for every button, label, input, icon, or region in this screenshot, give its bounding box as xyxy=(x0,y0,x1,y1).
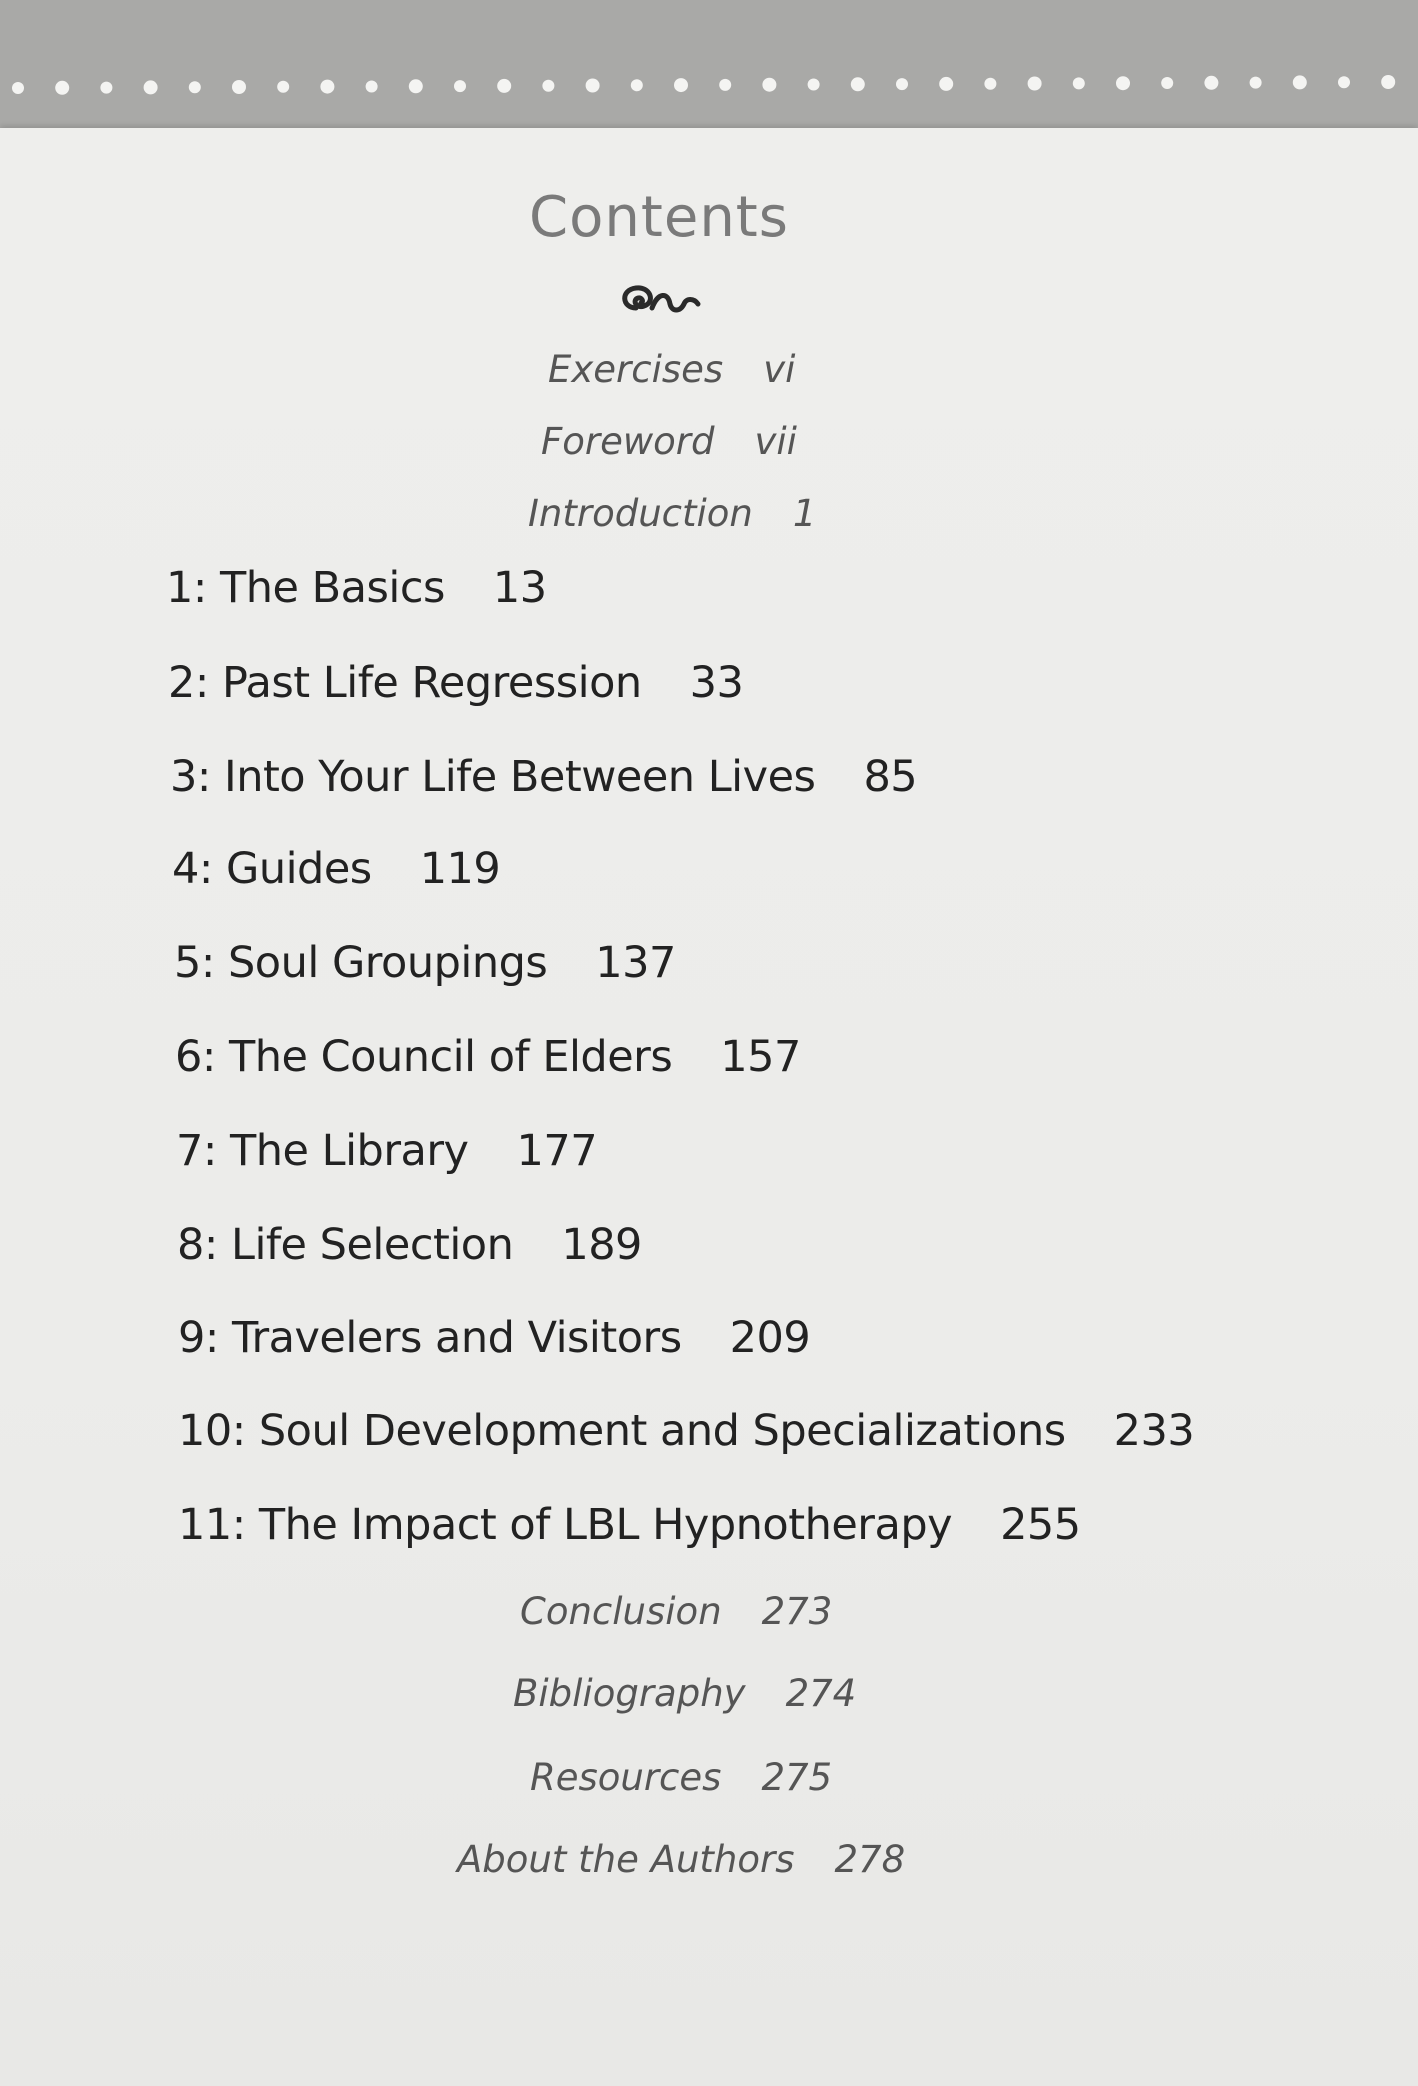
border-dot xyxy=(984,78,996,90)
toc-chapter-9 xyxy=(178,1313,810,1363)
toc-chapter-7 xyxy=(176,1126,597,1176)
toc-entry-page: vi xyxy=(763,348,796,391)
toc-chapter-page: 177 xyxy=(516,1126,598,1176)
toc-chapter-1 xyxy=(166,563,547,613)
toc-chapter-5 xyxy=(174,938,676,988)
toc-entry-bibliography xyxy=(513,1672,856,1715)
border-dot xyxy=(1338,76,1350,88)
border-dot xyxy=(100,82,112,94)
toc-chapter-label: 8: Life Selection xyxy=(177,1220,514,1270)
toc-chapter-label: 6: The Council of Elders xyxy=(175,1032,673,1082)
flourish-ornament-icon xyxy=(614,278,704,324)
toc-chapter-label: 1: The Basics xyxy=(166,563,445,613)
toc-entry-page: vii xyxy=(754,420,797,463)
border-dot xyxy=(320,80,334,94)
toc-chapter-label: 10: Soul Development and Specializations xyxy=(178,1406,1066,1456)
toc-chapter-label: 11: The Impact of LBL Hypnotherapy xyxy=(178,1500,953,1550)
toc-entry-exercises xyxy=(548,348,795,391)
border-dot xyxy=(1161,77,1173,89)
toc-chapter-2 xyxy=(168,658,743,708)
toc-entry-page: 275 xyxy=(761,1756,833,1799)
toc-entry-page: 274 xyxy=(785,1672,857,1715)
toc-entry-label: Foreword xyxy=(541,420,715,463)
border-dot xyxy=(1250,77,1262,89)
toc-chapter-page: 13 xyxy=(492,563,547,613)
toc-chapter-8 xyxy=(177,1220,642,1270)
border-dot xyxy=(1381,75,1395,89)
toc-chapter-label: 7: The Library xyxy=(176,1126,469,1176)
border-dot xyxy=(631,79,643,91)
toc-chapter-page: 119 xyxy=(419,844,501,894)
toc-entry-label: Conclusion xyxy=(520,1590,722,1633)
toc-chapter-10 xyxy=(178,1406,1194,1456)
toc-chapter-label: 2: Past Life Regression xyxy=(168,658,642,708)
toc-chapter-page: 85 xyxy=(863,752,918,802)
border-dot xyxy=(144,80,158,94)
toc-entry-about-the-authors xyxy=(457,1838,905,1881)
toc-chapter-label: 5: Soul Groupings xyxy=(174,938,548,988)
border-dot xyxy=(1028,77,1042,91)
toc-entry-label: Introduction xyxy=(528,492,753,535)
toc-entry-introduction xyxy=(528,492,816,535)
border-dot xyxy=(55,81,69,95)
toc-entry-label: Bibliography xyxy=(513,1672,746,1715)
border-dot xyxy=(497,79,511,93)
border-dot xyxy=(762,78,776,92)
border-dot xyxy=(1293,75,1307,89)
border-dot xyxy=(366,81,378,93)
toc-chapter-page: 157 xyxy=(720,1032,801,1082)
border-dot xyxy=(12,82,24,94)
border-dot xyxy=(674,78,688,92)
toc-entry-page: 278 xyxy=(834,1838,906,1881)
toc-chapter-label: 9: Travelers and Visitors xyxy=(178,1313,682,1363)
toc-chapter-3 xyxy=(170,752,917,802)
toc-chapter-page: 233 xyxy=(1113,1406,1195,1456)
toc-entry-conclusion xyxy=(520,1590,832,1633)
page-title: Contents xyxy=(529,185,789,250)
toc-entry-label: About the Authors xyxy=(457,1838,795,1881)
toc-entry-foreword xyxy=(541,420,797,463)
border-dot xyxy=(277,81,289,93)
border-dot xyxy=(1073,77,1085,89)
border-dot xyxy=(232,80,246,94)
border-dot xyxy=(1204,76,1218,90)
toc-chapter-label: 4: Guides xyxy=(172,844,372,894)
border-dot xyxy=(586,79,600,93)
toc-chapter-page: 33 xyxy=(689,658,744,708)
toc-chapter-page: 137 xyxy=(595,938,676,988)
border-dot xyxy=(409,79,423,93)
toc-chapter-4 xyxy=(172,844,500,894)
toc-chapter-label: 3: Into Your Life Between Lives xyxy=(170,752,816,802)
border-dot xyxy=(851,77,865,91)
toc-chapter-page: 255 xyxy=(1000,1500,1081,1550)
toc-entry-label: Resources xyxy=(530,1756,722,1799)
toc-entry-resources xyxy=(530,1756,832,1799)
border-dot xyxy=(1116,76,1130,90)
border-dot xyxy=(808,79,820,91)
dotted-border-decoration xyxy=(0,60,1418,100)
border-dot xyxy=(896,78,908,90)
toc-chapter-page: 189 xyxy=(561,1220,642,1270)
toc-entry-page: 1 xyxy=(792,492,817,535)
border-dot xyxy=(719,79,731,91)
toc-chapter-page: 209 xyxy=(729,1313,811,1363)
toc-entry-page: 273 xyxy=(761,1590,833,1633)
toc-entry-label: Exercises xyxy=(548,348,724,391)
border-dot xyxy=(189,81,201,93)
toc-chapter-6 xyxy=(175,1032,801,1082)
border-dot xyxy=(454,80,466,92)
border-dot xyxy=(939,77,953,91)
border-dot xyxy=(542,80,554,92)
toc-chapter-11 xyxy=(178,1500,1081,1550)
